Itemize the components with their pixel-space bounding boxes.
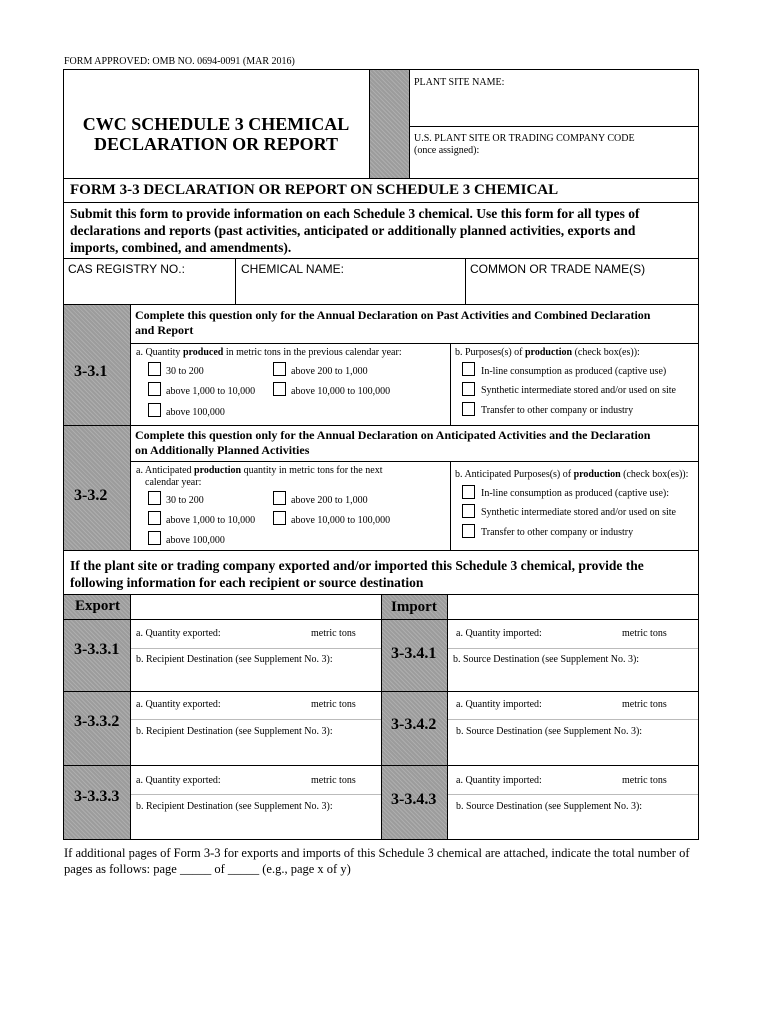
export-label: Export <box>75 598 120 614</box>
range-label: above 100,000 <box>166 535 225 546</box>
label-text: quantity in metric tons for the next <box>241 465 383 476</box>
plant-site-name-field[interactable] <box>414 92 694 120</box>
section-331-purpose-label <box>455 347 640 359</box>
checkbox-332-range-4[interactable] <box>273 511 286 525</box>
checkbox-332-purpose-2[interactable] <box>462 504 475 518</box>
purpose-label: Synthetic intermediate stored and/or used on site <box>481 385 676 396</box>
footer-line: pages as follows: page _____ of _____ (e.g., page x of y) <box>64 862 351 876</box>
import-label: Import <box>391 599 437 615</box>
range-label: above 1,000 to 10,000 <box>166 386 256 397</box>
header-shaded-bar <box>370 70 409 178</box>
label-bold: produced <box>182 347 224 358</box>
form-approved-note: FORM APPROVED: OMB NO. 0694-0091 (MAR 2016) <box>64 56 295 67</box>
common-name-input[interactable] <box>468 278 696 302</box>
plant-site-name-label: PLANT SITE NAME: <box>414 77 505 88</box>
checkbox-332-range-1[interactable] <box>148 491 161 505</box>
range-label: above 1,000 to 10,000 <box>166 515 256 526</box>
import-destination-label: b. Source Destination (see Supplement No. 3): <box>453 654 640 665</box>
checkbox-331-range-2[interactable] <box>273 362 286 376</box>
export-unit-label: metric tons <box>311 775 356 786</box>
section-332-purpose-label <box>455 469 688 481</box>
instructions <box>70 205 639 256</box>
chemical-name-label: CHEMICAL NAME: <box>241 262 344 276</box>
intro-line: following information for each recipient or source destination <box>70 575 424 590</box>
export-import-intro <box>70 557 644 591</box>
label-text: b. Purposes(s) of <box>455 347 525 358</box>
site-code-label-line2: (once assigned): <box>414 145 480 156</box>
site-code-field[interactable] <box>500 146 694 172</box>
section-332-heading-line: Complete this question only for the Annual Declaration on Anticipated Activities and the Declaration <box>135 428 651 442</box>
import-row-number: 3-3.4.1 <box>391 645 437 662</box>
range-label: 30 to 200 <box>166 495 204 506</box>
checkbox-331-purpose-2[interactable] <box>462 382 475 396</box>
checkbox-331-range-3[interactable] <box>148 382 161 396</box>
export-quantity-label: a. Quantity exported: <box>136 628 221 639</box>
export-unit-label: metric tons <box>311 628 356 639</box>
checkbox-331-purpose-3[interactable] <box>462 402 475 416</box>
label-text: calendar year: <box>145 477 202 488</box>
chemical-name-input[interactable] <box>238 278 462 302</box>
checkbox-331-range-5[interactable] <box>148 403 161 417</box>
checkbox-331-range-4[interactable] <box>273 382 286 396</box>
export-quantity-label: a. Quantity exported: <box>136 775 221 786</box>
cas-input[interactable] <box>66 278 232 302</box>
export-destination-label: b. Recipient Destination (see Supplement No. 3): <box>136 726 333 737</box>
section-331-number: 3-3.1 <box>74 363 108 380</box>
purpose-label: Transfer to other company or industry <box>481 527 634 538</box>
label-text: a. Anticipated <box>136 465 195 476</box>
page-title <box>66 114 366 154</box>
checkbox-332-range-5[interactable] <box>148 531 161 545</box>
import-row-number: 3-3.4.3 <box>391 791 437 808</box>
purpose-label: Synthetic intermediate stored and/or used on site <box>481 507 676 518</box>
range-label: above 10,000 to 100,000 <box>291 386 391 397</box>
label-bold: production <box>194 465 242 476</box>
section-331-quantity-label <box>136 347 402 359</box>
page-title-line1: CWC SCHEDULE 3 CHEMICAL <box>82 114 350 134</box>
site-code-label-line1: U.S. PLANT SITE OR TRADING COMPANY CODE <box>414 133 635 144</box>
checkbox-332-range-3[interactable] <box>148 511 161 525</box>
range-label: above 200 to 1,000 <box>291 495 368 506</box>
checkbox-331-purpose-1[interactable] <box>462 362 475 376</box>
checkbox-332-range-2[interactable] <box>273 491 286 505</box>
section-332-number: 3-3.2 <box>74 487 108 504</box>
label-text: a. Quantity <box>136 347 183 358</box>
form-title: FORM 3-3 DECLARATION OR REPORT ON SCHEDULE 3 CHEMICAL <box>70 182 559 198</box>
import-unit-label: metric tons <box>622 628 667 639</box>
label-bold: production <box>573 469 621 480</box>
purpose-label: In-line consumption as produced (captive use): <box>481 488 669 499</box>
export-destination-label: b. Recipient Destination (see Supplement No. 3): <box>136 654 333 665</box>
export-destination-label: b. Recipient Destination (see Supplement No. 3): <box>136 801 333 812</box>
instructions-line: Submit this form to provide information on each Schedule 3 chemical. Use this form for all types of <box>70 206 640 221</box>
page-title-line2: DECLARATION OR REPORT <box>93 134 339 154</box>
import-quantity-label: a. Quantity imported: <box>456 699 542 710</box>
range-label: above 100,000 <box>166 407 225 418</box>
additional-pages-note <box>64 845 690 877</box>
range-label: above 10,000 to 100,000 <box>291 515 391 526</box>
export-row-number: 3-3.3.3 <box>74 788 120 805</box>
common-name-label: COMMON OR TRADE NAME(S) <box>470 262 646 276</box>
import-quantity-label: a. Quantity imported: <box>456 775 542 786</box>
label-text: (check box(es)): <box>572 347 640 358</box>
cas-label: CAS REGISTRY NO.: <box>68 262 185 276</box>
checkbox-332-purpose-3[interactable] <box>462 524 475 538</box>
import-destination-label: b. Source Destination (see Supplement No. 3): <box>456 801 643 812</box>
label-text: b. Anticipated Purposes(s) of <box>455 469 574 480</box>
import-unit-label: metric tons <box>622 699 667 710</box>
section-331-heading-line: and Report <box>135 323 194 337</box>
export-row-number: 3-3.3.1 <box>74 641 120 658</box>
range-label: above 200 to 1,000 <box>291 366 368 377</box>
export-quantity-label: a. Quantity exported: <box>136 699 221 710</box>
purpose-label: In-line consumption as produced (captive use) <box>481 366 667 377</box>
export-unit-label: metric tons <box>311 699 356 710</box>
section-332-heading-line: on Additionally Planned Activities <box>135 443 310 457</box>
import-row-number: 3-3.4.2 <box>391 716 437 733</box>
export-row-number: 3-3.3.2 <box>74 713 120 730</box>
section-332-quantity-label <box>136 465 382 489</box>
import-unit-label: metric tons <box>622 775 667 786</box>
instructions-line: imports, combined, and amendments). <box>70 240 292 255</box>
checkbox-331-range-1[interactable] <box>148 362 161 376</box>
import-destination-label: b. Source Destination (see Supplement No. 3): <box>456 726 643 737</box>
range-label: 30 to 200 <box>166 366 204 377</box>
import-quantity-label: a. Quantity imported: <box>456 628 542 639</box>
section-331-heading <box>135 308 650 338</box>
label-text: (check box(es)): <box>620 469 689 480</box>
section-331-heading-line: Complete this question only for the Annual Declaration on Past Activities and Combined Declaration <box>135 308 651 322</box>
instructions-line: declarations and reports (past activities, anticipated or additionally planned activities, exports and <box>70 223 636 238</box>
label-text: in metric tons in the previous calendar year: <box>223 347 402 358</box>
purpose-label: Transfer to other company or industry <box>481 405 634 416</box>
footer-line: If additional pages of Form 3-3 for exports and imports of this Schedule 3 chemical are attached, indicate the total number of <box>64 846 690 860</box>
section-332-heading <box>135 428 650 458</box>
intro-line: If the plant site or trading company exported and/or imported this Schedule 3 chemical, provide the <box>70 558 644 573</box>
checkbox-332-purpose-1[interactable] <box>462 485 475 499</box>
label-bold: production <box>525 347 573 358</box>
